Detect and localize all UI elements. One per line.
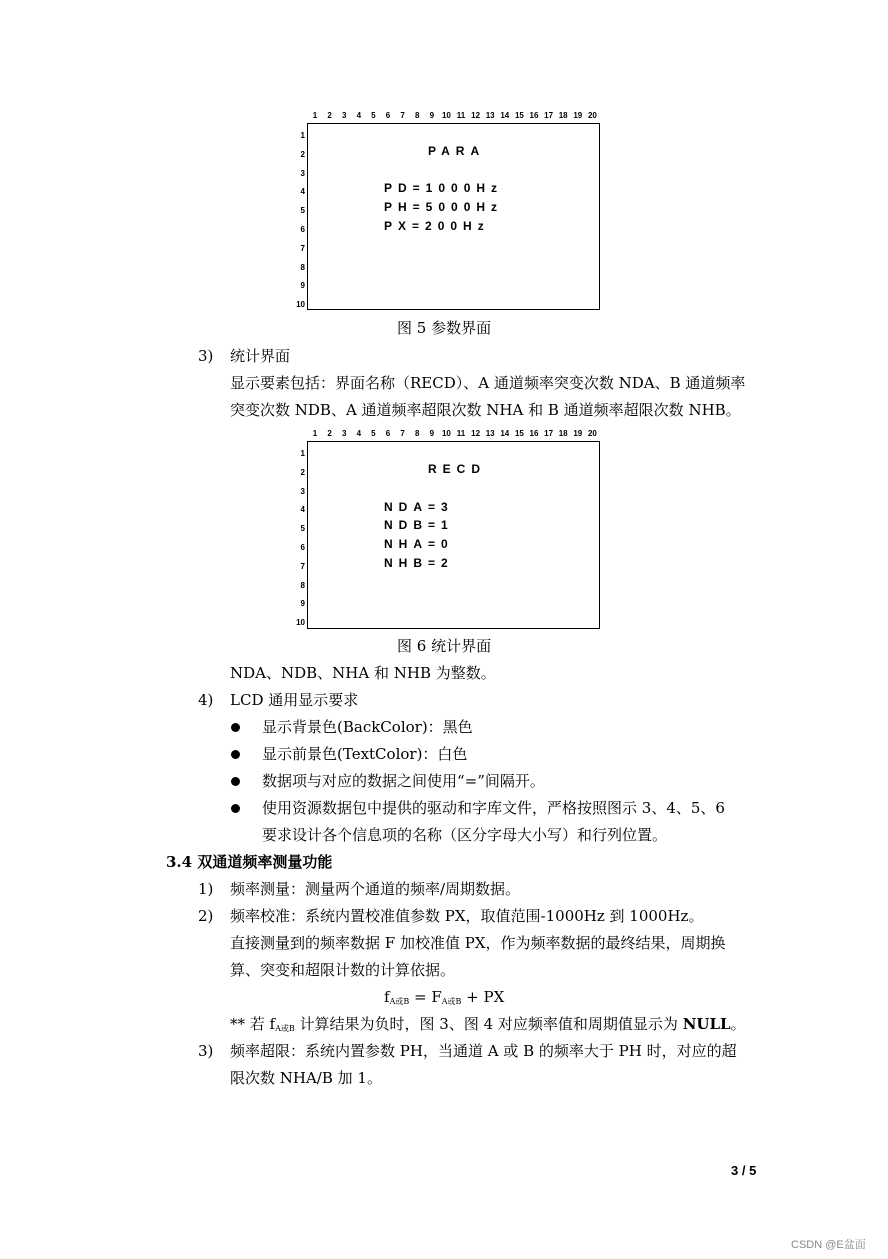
section3-title: 统计界面	[230, 347, 291, 365]
bullet-icon	[231, 777, 240, 786]
column-number: 19	[573, 429, 583, 438]
column-number: 2	[327, 111, 332, 120]
bullet-textcolor: 显示前景色(TextColor)：白色	[262, 745, 468, 763]
row-number: 2	[300, 149, 305, 159]
lcd1-title: PARA	[428, 144, 486, 158]
column-number: 15	[514, 111, 524, 120]
lcd1-line-pd: PD=1000Hz	[384, 181, 504, 195]
column-number: 9	[429, 111, 435, 120]
column-number: 11	[456, 429, 466, 438]
formula-sub2: A或B	[441, 997, 462, 1006]
row-number: 1	[300, 449, 305, 458]
row-number: 7	[300, 243, 305, 253]
row-number: 4	[300, 187, 305, 197]
row-number: 7	[300, 561, 305, 571]
section3-para-line2: 突变次数 NDB、A 通道频率超限次数 NHA 和 B 通道频率超限次数 NHB。	[230, 401, 741, 419]
integer-note: NDA、NDB、NHA 和 NHB 为整数。	[230, 664, 496, 682]
row-number: 3	[300, 486, 305, 496]
column-number: 13	[485, 429, 495, 438]
section-heading-3-4: 3.4 双通道频率测量功能	[166, 853, 333, 871]
lcd2-line-nhb: NHB=2	[384, 556, 454, 570]
column-number: 19	[573, 111, 583, 120]
column-number: 17	[544, 429, 554, 438]
item2-text: 频率校准：系统内置校准值参数 PX，取值范围-1000Hz 到 1000Hz。	[230, 907, 704, 925]
lcd2-line-ndb: NDB=1	[384, 518, 454, 532]
lcd1-column-numbers	[307, 111, 600, 123]
formula-F: F	[431, 988, 442, 1006]
column-number: 9	[429, 429, 435, 438]
row-number: 9	[300, 281, 305, 291]
column-number: 13	[485, 111, 495, 120]
watermark: CSDN @E盆面	[791, 1239, 866, 1251]
column-number: 3	[341, 429, 347, 438]
lcd2-line-nda: NDA=3	[384, 500, 454, 514]
page-number: 3 / 5	[731, 1163, 757, 1178]
row-number: 1	[300, 131, 305, 140]
note-end: 。	[730, 1015, 746, 1033]
lcd1-line-px: PX=200Hz	[384, 219, 490, 233]
lcd2-screen	[307, 441, 600, 629]
column-number: 11	[456, 111, 466, 120]
item3-line2: 限次数 NHA/B 加 1。	[230, 1069, 382, 1087]
column-number: 4	[356, 111, 362, 120]
column-number: 1	[312, 429, 318, 438]
lcd2-line-nha: NHA=0	[384, 537, 454, 551]
column-number: 12	[471, 429, 481, 438]
column-number: 16	[529, 429, 539, 438]
bullet-icon	[231, 804, 240, 813]
row-number: 9	[300, 599, 305, 609]
column-number: 7	[400, 429, 405, 438]
note-sub: A或B	[275, 1024, 295, 1033]
column-number: 2	[327, 429, 332, 438]
null-note	[230, 1015, 746, 1038]
row-number: 8	[300, 580, 305, 590]
column-number: 8	[414, 111, 420, 120]
column-number: 20	[587, 429, 597, 438]
bullet-resources: 使用资源数据包中提供的驱动和字库文件，严格按照图示 3、4、5、6	[262, 799, 725, 817]
item2-number: 2)	[198, 907, 214, 925]
column-number: 1	[312, 111, 318, 120]
column-number: 20	[587, 111, 597, 120]
bullet-separator: 数据项与对应的数据之间使用“=”间隔开。	[262, 772, 545, 790]
column-number: 15	[514, 429, 524, 438]
row-number: 4	[300, 505, 305, 515]
column-number: 14	[500, 429, 510, 438]
item3-text: 频率超限：系统内置参数 PH，当通道 A 或 B 的频率大于 PH 时，对应的超	[230, 1042, 737, 1060]
section4-number: 4)	[198, 691, 214, 709]
column-number: 10	[441, 111, 451, 120]
column-number: 16	[529, 111, 539, 120]
column-number: 12	[471, 111, 481, 120]
formula-sub: A或B	[389, 997, 410, 1006]
row-number: 5	[300, 206, 305, 216]
column-number: 5	[371, 429, 376, 438]
bullet-icon	[231, 750, 240, 759]
item2-line3: 算、突变和超限计数的计算依据。	[230, 961, 456, 979]
formula-rest: + PX	[461, 988, 505, 1006]
section3-para-line1: 显示要素包括：界面名称（RECD）、A 通道频率突变次数 NDA、B 通道频率	[230, 374, 746, 392]
row-number: 5	[300, 524, 305, 534]
row-number: 3	[300, 168, 305, 178]
row-number: 10	[296, 300, 305, 310]
column-number: 5	[371, 111, 376, 120]
note-prefix: ** 若 f	[230, 1015, 276, 1033]
column-number: 14	[500, 111, 510, 120]
column-number: 18	[558, 429, 568, 438]
note-mid: 计算结果为负时，图 3、图 4 对应频率值和周期值显示为	[294, 1015, 683, 1033]
item3-number: 3)	[198, 1042, 214, 1060]
bullet-icon	[231, 723, 240, 732]
figure5-caption: 图 5 参数界面	[397, 319, 492, 337]
figure6-caption: 图 6 统计界面	[397, 637, 492, 655]
formula-f: f	[384, 988, 390, 1006]
bullet-backcolor: 显示背景色(BackColor)：黑色	[262, 718, 473, 736]
column-number: 4	[356, 429, 362, 438]
column-number: 10	[441, 429, 451, 438]
column-number: 7	[400, 111, 405, 120]
formula-eq: =	[409, 988, 432, 1006]
lcd1-screen	[307, 123, 600, 310]
row-number: 10	[296, 618, 305, 628]
item1-text: 频率测量：测量两个通道的频率/周期数据。	[230, 880, 521, 898]
lcd2-title: RECD	[428, 462, 487, 476]
formula	[384, 988, 504, 1011]
row-number: 8	[300, 262, 305, 272]
item1-number: 1)	[198, 880, 214, 898]
column-number: 6	[385, 111, 391, 120]
row-number: 6	[300, 543, 305, 552]
lcd2-column-numbers	[307, 429, 600, 441]
row-number: 2	[300, 467, 305, 477]
item2-line2: 直接测量到的频率数据 F 加校准值 PX，作为频率数据的最终结果，周期换	[230, 934, 726, 952]
column-number: 8	[414, 429, 420, 438]
lcd1-line-ph: PH=5000Hz	[384, 200, 504, 214]
column-number: 17	[544, 111, 554, 120]
column-number: 6	[385, 429, 391, 438]
column-number: 18	[558, 111, 568, 120]
column-number: 3	[341, 111, 347, 120]
note-null: NULL	[682, 1015, 731, 1033]
section3-number: 3)	[198, 347, 214, 365]
row-number: 6	[300, 225, 305, 234]
section4-title: LCD 通用显示要求	[230, 691, 359, 709]
bullet-resources-line2: 要求设计各个信息项的名称（区分字母大小写）和行列位置。	[262, 826, 668, 844]
